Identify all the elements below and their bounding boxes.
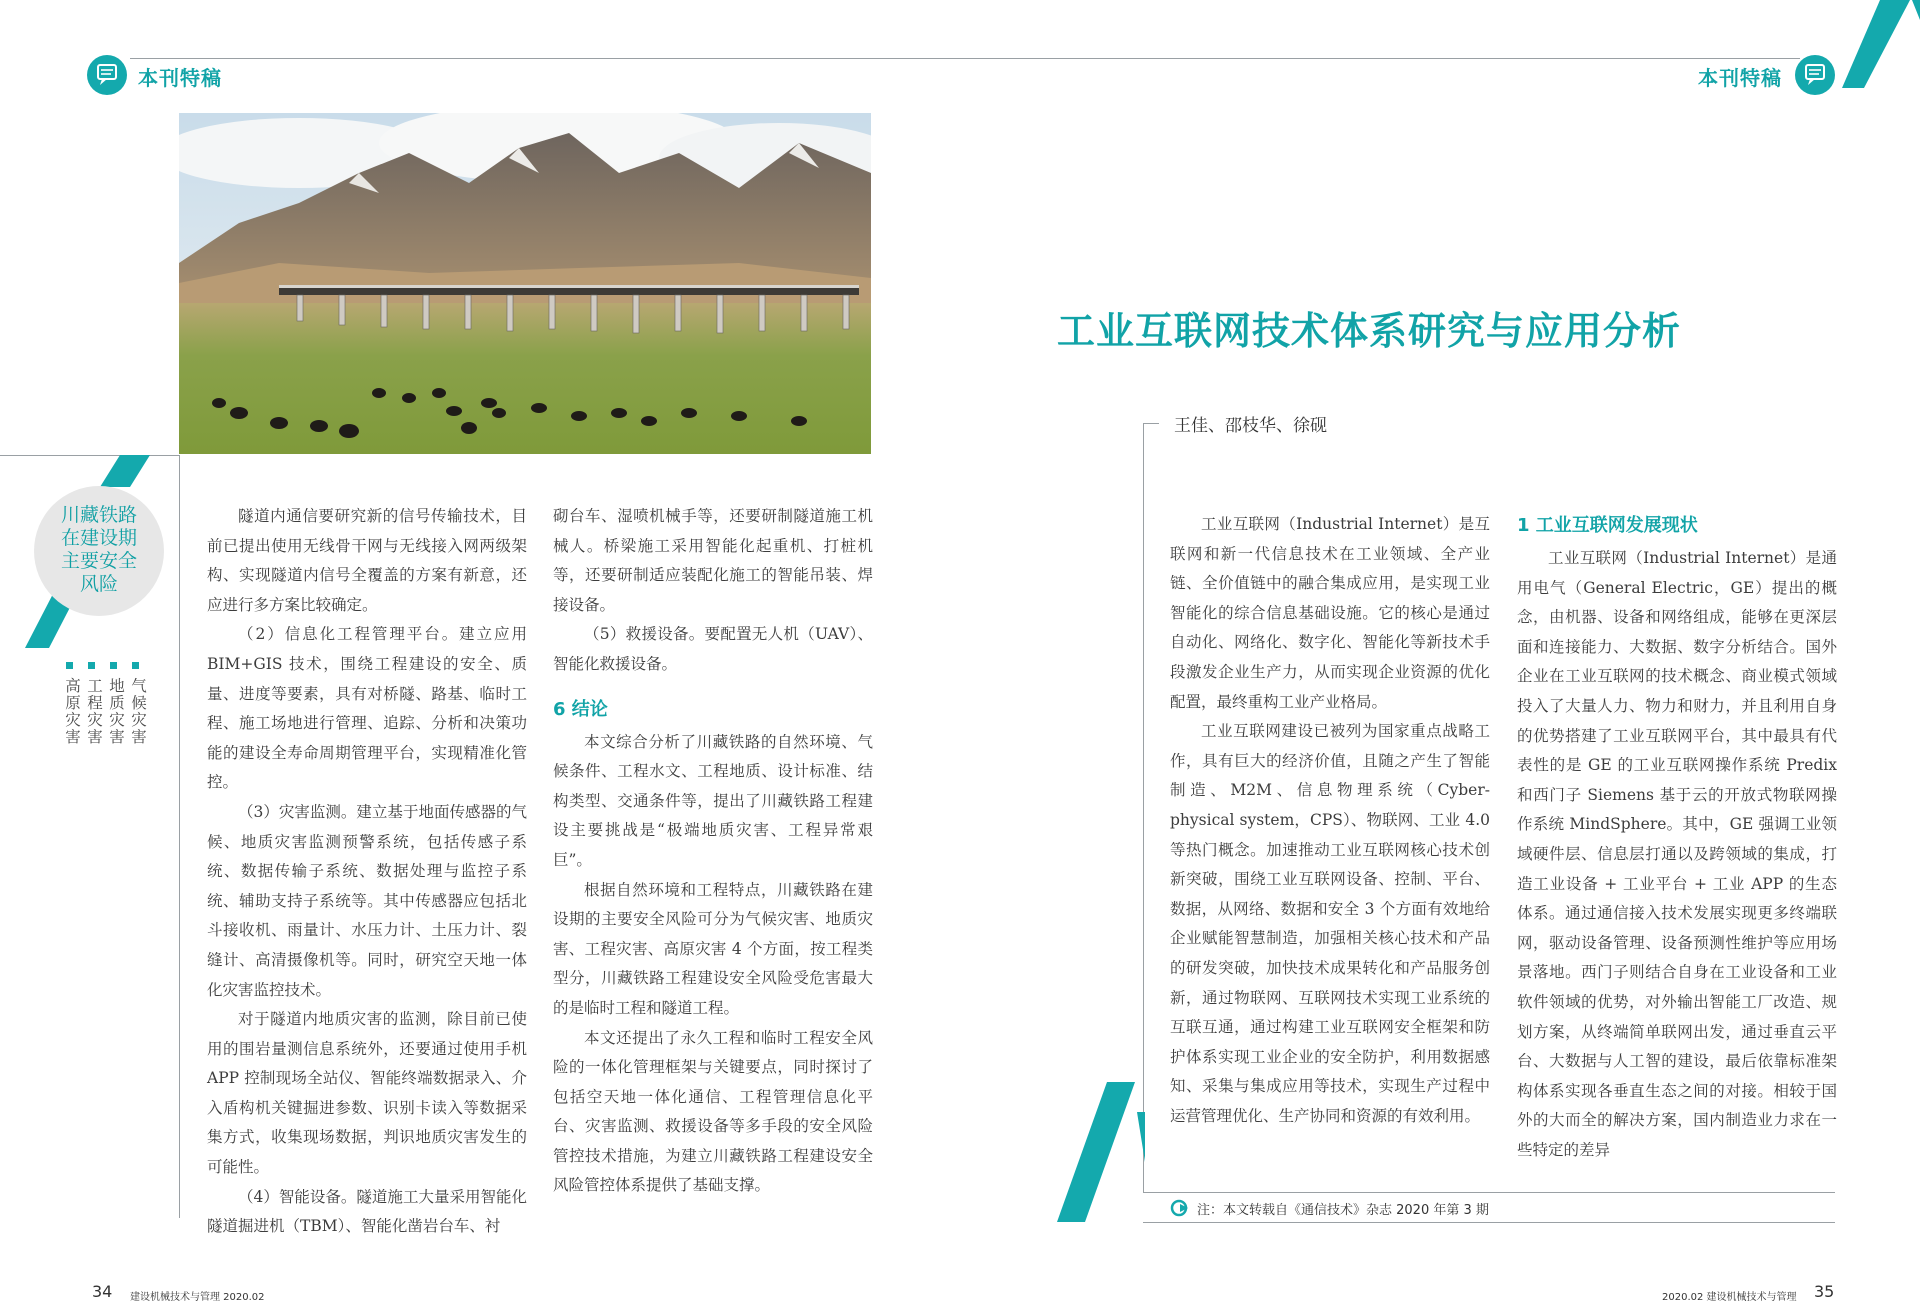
page-number-left: 34 [92,1282,113,1301]
bullet-square [132,662,139,669]
author-bracket-rule [1143,423,1159,424]
paragraph: 本文综合分析了川藏铁路的自然环境、气候条件、工程水文、工程地质、设计标准、结构类型、交通条件等，提出了川藏铁路工程建设主要挑战是“极端地质灾害、工程异常艰巨”。 [553,732,873,869]
header-right-rule [950,58,1800,59]
paragraph: （3）灾害监测。建立基于地面传感器的气候、地质灾害监测预警系统，包括传感子系统、数据传输子系统、数据处理与监控子系统、辅助支持子系统等。其中传感器应包括北斗接收机、雨量计、水压力计、土压力计、裂缝计、高清摄像机等。同时，研究空天地一体化灾害监控技术。 [207,802,527,999]
risk-column-engineering: 工程灾害 [87,677,103,746]
bullet-square [88,662,95,669]
bullet-square [66,662,73,669]
footer-magazine-right: 2020.02 建设机械技术与管理 [1662,1292,1797,1303]
article-authors: 王佳、邵枝华、徐砚 [1174,416,1327,436]
paragraph: 工业互联网建设已被列为国家重点战略工作，具有巨大的经济价值，且随之产生了智能制造、M2M、信息物理系统（Cyber-physical system，CPS）、物联网、工业 4.0 等热门概念。加速推动工业互联网核心技术创新突破，围绕工业互联网设备、控制、平台、数据，从网络、数据和安全 3 个方面有效地给企业赋能智慧制造，加强相关核心技术和产品的研发突破，加快技术成果转化和产品服务创新，通过物联网、互联网技术实现工业系统的互联互通，通过构建工业互联网安全框架和防护体系实现工业企业的安全防护，利用数据感知、采集与集成应用等技术，实现生产过程中运营管理优化、生产协同和资源的有效利用。 [1170,722,1490,1125]
right-column-1 [1170,510,1490,1131]
sidebar-circle-title [34,504,164,596]
page-number-right: 35 [1814,1282,1835,1301]
speech-bubble-icon [1795,55,1835,95]
header-right-title: 本刊特稿 [1698,66,1782,90]
decorative-slash [1840,0,1920,90]
risk-column-plateau: 高原灾害 [65,677,81,746]
footer-magazine-left: 建设机械技术与管理 2020.02 [130,1292,265,1303]
speech-bubble-icon [87,55,127,95]
decorative-slash [1055,1082,1145,1222]
source-note: 注：本文转载自《通信技术》杂志 2020 年第 3 期 [1197,1203,1489,1218]
right-column-2 [1517,506,1837,1165]
paragraph: 工业互联网（Industrial Internet）是互联网和新一代信息技术在工业领域、全产业链、全价值链中的融合集成应用，是实现工业智能化的综合信息基础设施。它的核心是通过自动化、网络化、数字化、智能化等新技术手段激发企业生产力，从而实现企业资源的优化配置，最终重构工业产业格局。 [1170,515,1490,711]
section-heading-status: 1 工业互联网发展现状 [1517,515,1698,536]
paragraph: （5）救援设备。要配置无人机（UAV）、智能化救援设备。 [553,625,873,673]
sidebar-circle-line: 川藏铁路 [60,504,137,526]
bullet-square [110,662,117,669]
header-left-title: 本刊特稿 [138,66,222,90]
section-heading-conclusion: 6 结论 [553,698,608,720]
paragraph: 本文还提出了永久工程和临时工程安全风险的一体化管理框架与关键要点，同时探讨了包括空天地一体化通信、工程管理信息化平台、灾害监测、救援设备等多手段的安全风险管控技术措施，为建立川藏铁路工程建设安全风险管控体系提供了基础支撑。 [553,1028,873,1195]
paragraph: 根据自然环境和工程特点，川藏铁路在建设期的主要安全风险可分为气候灾害、地质灾害、工程灾害、高原灾害 4 个方面，按工程类型分，川藏铁路工程建设安全风险受危害最大的是临时工程和隧道工程。 [553,880,873,1017]
paragraph: （2）信息化工程管理平台。建立应用 BIM+GIS 技术，围绕工程建设的安全、质量、进度等要素，具有对桥隧、路基、临时工程、施工场地进行管理、追踪、分析和决策功能的建设全寿命周期管理平台，实现精准化管控。 [207,625,527,792]
right-column-rule [1143,423,1144,1193]
paragraph: 砌台车、湿喷机械手等，还要研制隧道施工机械人。桥梁施工采用智能化起重机、打桩机等，还要研制适应装配化施工的智能吊装、焊接设备。 [553,507,873,614]
paragraph: 工业互联网（Industrial Internet）是通用电气（General Electric，GE）提出的概念，由机器、设备和网络组成，能够在更深层面和连接能力、大数据、数字分析结合。国外企业在工业互联网的技术概念、商业模式领域投入了大量人力、物力和财力，并且利用自身的优势搭建了工业互联网平台，其中最具有代表性的是 GE 的工业互联网操作系统 Predix 和西门子 Siemens 基于云的开放式物联网操作系统 MindSphere。其中，GE 强调工业领域硬件层、信息层打通以及跨领域的集成，打造工业设备 + 工业平台 + 工业 APP 的生态体系。通过通信接入技术发展实现更多终端联网，驱动设备管理、设备预测性维护等应用场景落地。西门子则结合自身在工业设备和工业软件领域的优势，对外输出智能工厂改造、规划方案，从终端简单联网出发，通过垂直云平台、大数据与人工智的建设，最后依靠标准架构体系实现各垂直生态之间的对接。相较于国外的大而全的解决方案，国内制造业力求在一些特定的差异 [1517,549,1837,1159]
sidebar-circle-line: 主要安全 [60,550,137,572]
sidebar-circle-line: 风险 [79,573,118,595]
left-column-2 [553,502,873,1201]
paragraph: （4）智能设备。隧道施工大量采用智能化隧道掘进机（TBM）、智能化凿岩台车、衬 [207,1187,527,1236]
paragraph: 隧道内通信要研究新的信号传输技术，目前已提出使用无线骨干网与无线接入网两级架构、实现隧道内信号全覆盖的方案有新意，还应进行多方案比较确定。 [207,507,527,614]
note-bottom-rule [1143,1222,1835,1223]
left-column-1 [207,502,527,1242]
risk-column-geology: 地质灾害 [109,677,125,746]
risk-column-climate: 气候灾害 [131,677,147,746]
header-left-rule [130,58,950,59]
paragraph: 对于隧道内地质灾害的监测，除目前已使用的围岩量测信息系统外，还要通过使用手机 APP 控制现场全站仪、智能终端数据录入、介入盾构机关键掘进参数、识别卡读入等数据采集方式，收集现场数据，判识地质灾害发生的可能性。 [207,1010,527,1177]
left-column-rule [179,455,180,1218]
railway-landscape-photo [179,113,871,454]
note-top-rule [1143,1192,1835,1193]
sidebar-circle-line: 在建设期 [60,527,137,549]
note-circle-icon [1170,1199,1192,1217]
article-title: 工业互联网技术体系研究与应用分析 [1057,309,1682,353]
